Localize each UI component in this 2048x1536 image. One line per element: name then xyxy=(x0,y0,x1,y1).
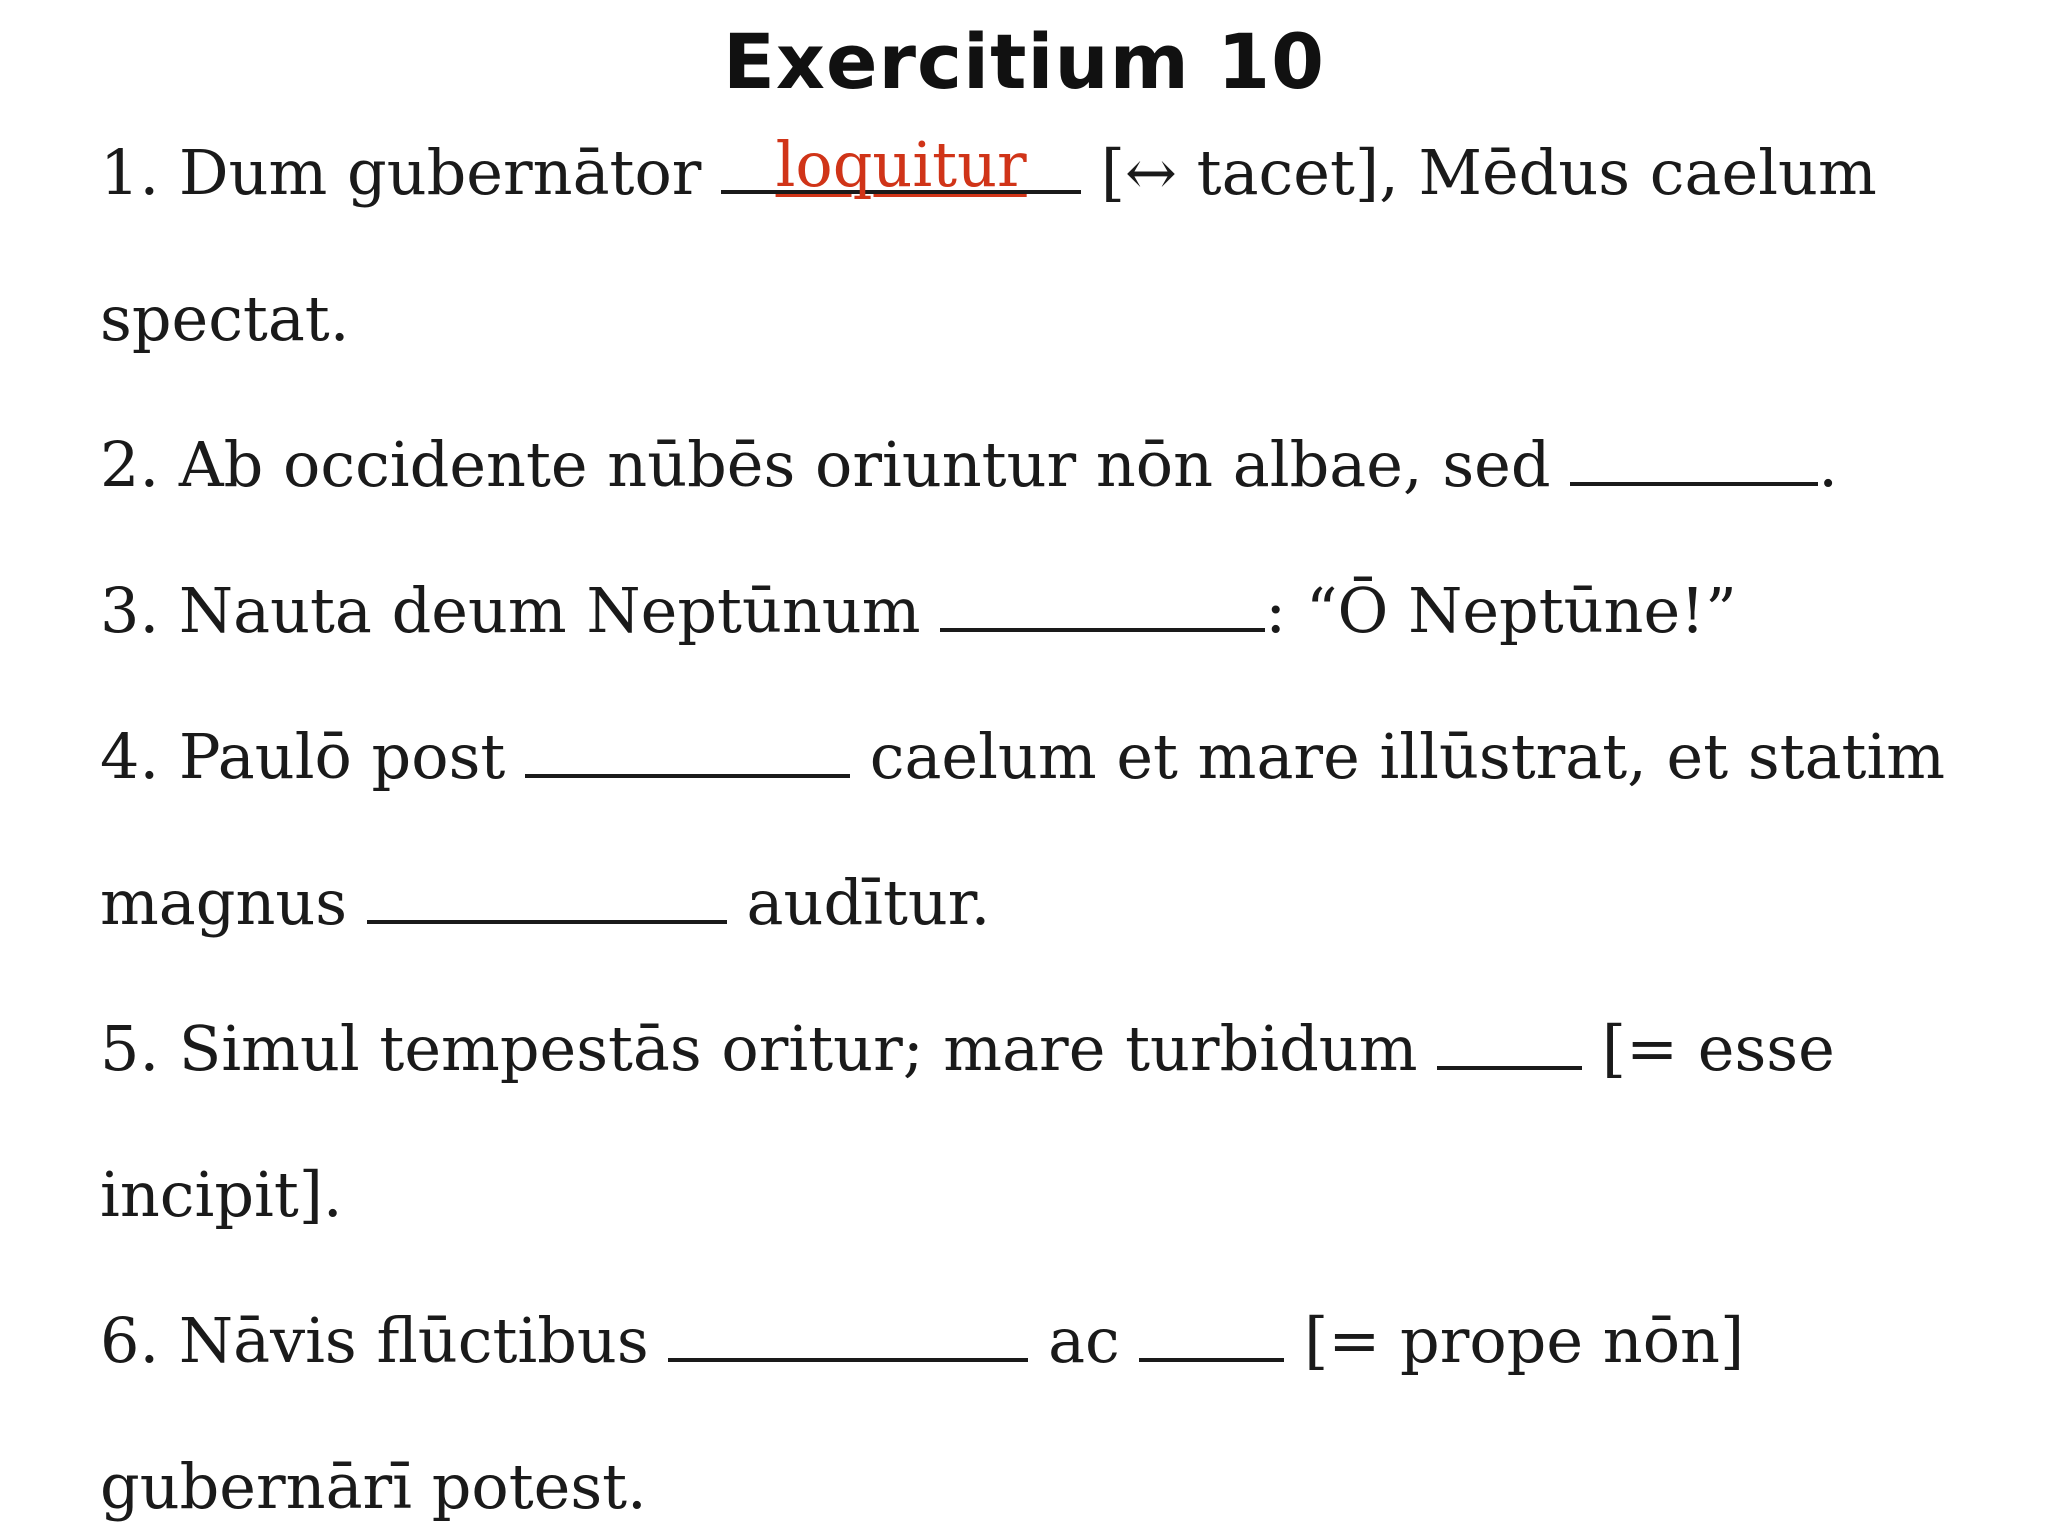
exercise-6-text-mid: ac xyxy=(1028,1304,1140,1377)
exercise-3-text: 3. Nauta deum Neptūnum xyxy=(100,574,941,647)
exercise-1-text: 1. Dum gubernātor xyxy=(100,136,722,209)
exercise-4-continuation xyxy=(100,863,990,943)
exercise-5-blank[interactable] xyxy=(1437,1014,1582,1070)
exercise-1-text-after: [↔ tacet], Mēdus caelum xyxy=(1081,136,1877,209)
exercise-2-blank[interactable] xyxy=(1570,430,1818,486)
exercise-1-blank[interactable] xyxy=(721,128,1081,201)
exercise-6-text-after: [= prope nōn] xyxy=(1284,1304,1745,1377)
exercise-3-text-after: : “Ō Neptūne!” xyxy=(1265,574,1737,647)
exercise-4-text-after: caelum et mare illūstrat, et statim xyxy=(850,720,1946,793)
exercise-4-text: 4. Paulō post xyxy=(100,720,526,793)
exercise-5-text-after: [= esse xyxy=(1582,1012,1835,1085)
exercise-2-line xyxy=(100,425,1838,505)
exercise-6-blank-2[interactable] xyxy=(1139,1306,1284,1362)
exercise-2-text: 2. Ab occidente nūbēs oriuntur nōn albae, sed xyxy=(100,428,1571,501)
exercise-4-cont-text-after: audītur. xyxy=(726,866,991,939)
exercise-5-continuation: incipit]. xyxy=(100,1158,343,1231)
exercise-1-line xyxy=(100,128,1877,213)
exercise-3-blank[interactable] xyxy=(940,576,1265,632)
exercise-4-blank-2[interactable] xyxy=(367,868,727,924)
exercise-5-text: 5. Simul tempestās oritur; mare turbidum xyxy=(100,1012,1438,1085)
exercise-6-text: 6. Nāvis flūctibus xyxy=(100,1304,669,1377)
page-title: Exercitium 10 xyxy=(723,17,1325,106)
exercise-3-line xyxy=(100,571,1737,651)
exercise-6-line xyxy=(100,1301,1744,1381)
exercise-4-line xyxy=(100,717,1945,797)
exercise-2-text-after: . xyxy=(1818,428,1838,501)
exercise-1-answer: loquitur xyxy=(775,128,1027,201)
exercise-6-blank-1[interactable] xyxy=(668,1306,1028,1362)
exercise-1-continuation: spectat. xyxy=(100,282,350,355)
exercise-6-continuation: gubernārī potest. xyxy=(100,1450,647,1523)
exercise-4-blank-1[interactable] xyxy=(525,722,850,778)
exercise-5-line xyxy=(100,1009,1835,1089)
exercise-4-cont-text: magnus xyxy=(100,866,367,939)
